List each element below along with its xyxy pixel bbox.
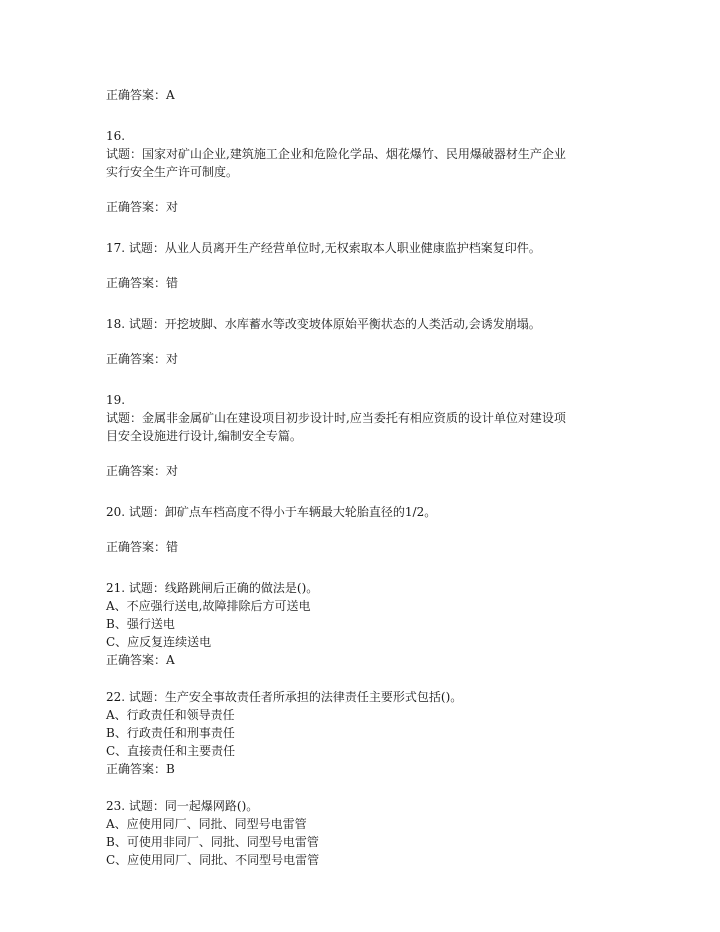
q21-answer: 正确答案：A	[106, 653, 175, 667]
q16-question-line2: 实行安全生产许可制度。	[106, 165, 239, 179]
q22-option-c: C、直接责任和主要责任	[106, 744, 236, 758]
q17-answer: 正确答案：错	[106, 276, 179, 290]
q16-number: 16.	[106, 129, 126, 143]
q19-answer: 正确答案：对	[106, 464, 179, 478]
q21-option-b: B、强行送电	[106, 617, 175, 631]
q18-question: 18. 试题：开挖坡脚、水库蓄水等改变坡体原始平衡状态的人类活动,会诱发崩塌。	[106, 317, 541, 331]
q23-option-b: B、可使用非同厂、同批、同型号电雷管	[106, 835, 319, 849]
q16-answer: 正确答案：对	[106, 200, 179, 214]
q22-option-b: B、行政责任和刑事责任	[106, 726, 235, 740]
q19-question-line2: 目安全设施进行设计,编制安全专篇。	[106, 429, 302, 443]
q23-question: 23. 试题：同一起爆网路()。	[106, 799, 259, 813]
q19-question-line1: 试题：金属非金属矿山在建设项目初步设计时,应当委托有相应资质的设计单位对建设项	[106, 411, 566, 425]
q21-option-a: A、不应强行送电,故障排除后方可送电	[106, 599, 311, 613]
q16-question-line1: 试题：国家对矿山企业,建筑施工企业和危险化学品、烟花爆竹、民用爆破器材生产企业	[106, 147, 566, 161]
q21-option-c: C、应反复连续送电	[106, 635, 212, 649]
q20-question: 20. 试题：卸矿点车档高度不得小于车辆最大轮胎直径的1/2。	[106, 505, 437, 519]
q21-question: 21. 试题：线路跳闸后正确的做法是()。	[106, 581, 319, 595]
q22-question: 22. 试题：生产安全事故责任者所承担的法律责任主要形式包括()。	[106, 690, 463, 704]
q23-option-c: C、应使用同厂、同批、不同型号电雷管	[106, 853, 320, 867]
q19-number: 19.	[106, 393, 126, 407]
q17-question: 17. 试题：从业人员离开生产经营单位时,无权索取本人职业健康监护档案复印件。	[106, 241, 541, 255]
q18-answer: 正确答案：对	[106, 352, 179, 366]
document-page	[106, 86, 606, 869]
q15-answer: 正确答案：A	[106, 88, 175, 102]
q22-option-a: A、行政责任和领导责任	[106, 708, 235, 722]
q23-option-a: A、应使用同厂、同批、同型号电雷管	[106, 817, 307, 831]
q20-answer: 正确答案：错	[106, 540, 179, 554]
q22-answer: 正确答案：B	[106, 762, 175, 776]
